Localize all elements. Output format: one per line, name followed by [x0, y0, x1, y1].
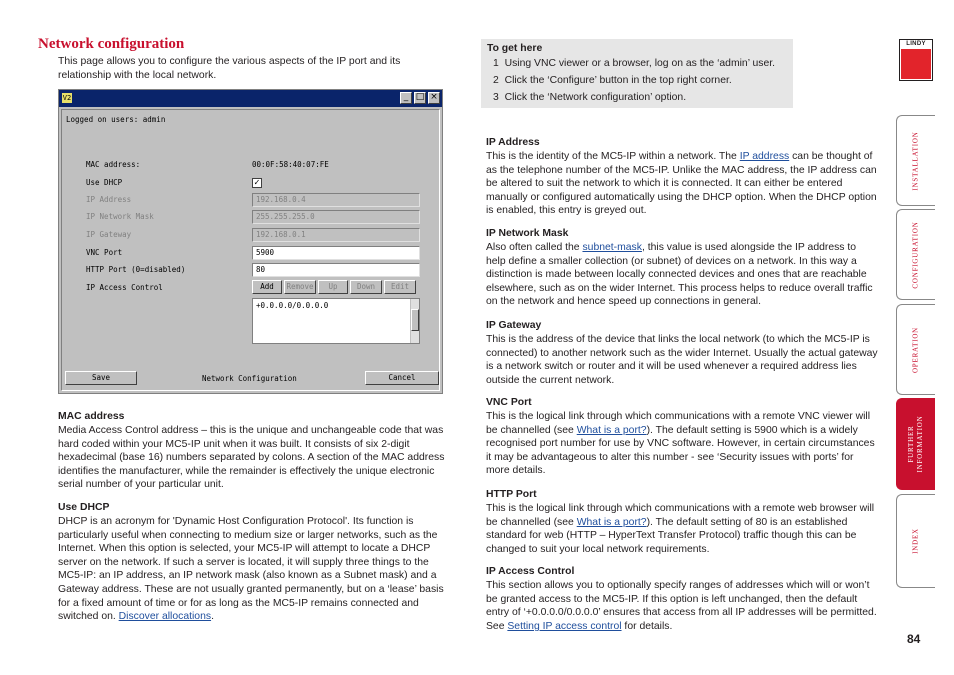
mac-heading: MAC address: [58, 411, 125, 422]
ip-heading: IP Address: [486, 137, 540, 148]
gateway-heading: IP Gateway: [486, 320, 542, 331]
tab-index[interactable]: INDEX: [896, 494, 935, 588]
what-is-a-port-link-2[interactable]: What is a port?: [576, 516, 647, 528]
access-entry[interactable]: +0.0.0.0/0.0.0.0: [256, 301, 329, 310]
http-text: This is the logical link through which communications with a remote web browser will be channelled (see What is a port?). The default setting of 80 is an established standard for web (HTTP – HyperText Transfer Protocol) traffic though this can be changed to suit your local network requirements.: [486, 503, 875, 555]
to-get-here-heading: To get here: [487, 43, 543, 54]
gateway-text: This is the address of the device that links the local network (to which the MC5-IP is connected) to another network such as the wider Internet. Usually the actual gateway is a network switch or router and it will be used whenever a required address lies outside the current network.: [486, 334, 878, 386]
dhcp-label: Use DHCP: [86, 178, 123, 187]
subnet-mask-link[interactable]: subnet-mask: [582, 242, 642, 253]
step-1: 1 Using VNC viewer or a browser, log on as the ‘admin’ user.: [493, 58, 776, 69]
vnc-port-label: VNC Port: [86, 248, 123, 257]
vnc-port-section: [486, 396, 878, 478]
logged-on-users: Logged on users: admin: [66, 115, 166, 124]
mac-section: [58, 410, 450, 492]
what-is-a-port-link[interactable]: What is a port?: [576, 424, 647, 436]
window-body: [61, 109, 440, 391]
page-number: 84: [907, 632, 921, 646]
access-control-label: IP Access Control: [86, 283, 163, 292]
up-button[interactable]: Up: [318, 280, 348, 294]
intro-text: This page allows you to configure the various aspects of the IP port and its relationship with the local network.: [58, 56, 401, 81]
cancel-button[interactable]: Cancel: [365, 371, 439, 385]
save-button[interactable]: Save: [65, 371, 137, 385]
access-heading: IP Access Control: [486, 566, 575, 577]
mask-heading: IP Network Mask: [486, 228, 569, 239]
network-config-window: [58, 89, 443, 394]
access-control-section: [486, 565, 878, 633]
gateway-label: IP Gateway: [86, 230, 132, 239]
logo-red-block: [901, 49, 931, 79]
access-text: This section allows you to optionally specify ranges of addresses which will or won’t be granted access to the MC5-IP. If this option is left unchanged, then the default entry of ‘+0.0.0.0/0.0.0.0’ ensures that access from all IP addresses will be permitted. See Setting IP access control for details.: [486, 580, 877, 632]
dhcp-checkbox[interactable]: ✓: [253, 178, 261, 187]
ip-address-link[interactable]: IP address: [739, 151, 790, 162]
http-heading: HTTP Port: [486, 489, 537, 500]
ip-label: IP Address: [86, 195, 132, 204]
down-button[interactable]: Down: [350, 280, 382, 294]
setting-ip-access-control-link[interactable]: Setting IP access control: [507, 620, 622, 632]
lindy-logo: [899, 39, 933, 81]
footer-title: Network Configuration: [202, 374, 297, 383]
network-mask-section: [486, 227, 878, 309]
gateway-field[interactable]: 192.168.0.1: [252, 228, 420, 242]
edit-button[interactable]: Edit: [384, 280, 416, 294]
network-mask-field[interactable]: 255.255.255.0: [252, 210, 420, 224]
http-port-section: [486, 488, 878, 556]
dhcp-heading: Use DHCP: [58, 502, 110, 513]
add-button[interactable]: Add: [252, 280, 282, 294]
list-scrollbar[interactable]: [410, 299, 419, 343]
tab-operation[interactable]: OPERATION: [896, 304, 935, 395]
maximize-icon[interactable]: □: [415, 92, 425, 102]
discover-allocations-link[interactable]: Discover allocations: [118, 611, 212, 623]
vnc-text: This is the logical link through which communications with a remote VNC viewer will be channelled (see What is a port?). The default setting is 5900 which is a widely recognised port number for use by VNC software. However, in certain circumstances it may be advantageous to alter this number - see ‘Security issues with ports’ for more details.: [486, 411, 875, 477]
step-3: 3 Click the ‘Network configuration’ option.: [493, 92, 687, 103]
dhcp-text: DHCP is an acronym for 'Dynamic Host Configuration Protocol'. Its function is particularly useful when connecting to medium size or larger networks, such as the Internet. When this option is selected, your MC5-IP will attempt to locate a DHCP server on the network. If such a server is located, it will supply three things to the MC5-IP: an IP address, an IP network mask (also known as a Subnet mask) and a Gateway address. These are not usually granted permanently, but on a ‘lease’ basis for a fixed amount of time or for as long as the MC5-IP remains connected and switched on. Discover allocations.: [58, 516, 444, 623]
logo-text: LINDY: [906, 41, 926, 47]
close-icon[interactable]: ×: [428, 92, 440, 104]
mac-text: Media Access Control address – this is the unique and unchangeable code that was hard coded within your MC5-IP unit when it was built. It consists of six 2-digit hexadecimal (base 16) numbers separated by colons. A section of the MAC address identifies the manufacturer, while the remainder is effectively the unique electronic serial number of your particular unit.: [58, 425, 445, 491]
step-2: 2 Click the ‘Configure’ button in the top right corner.: [493, 75, 732, 86]
remove-button[interactable]: Remove: [284, 280, 316, 294]
to-get-here-box: [481, 39, 793, 108]
window-footer: [64, 371, 437, 387]
tab-installation[interactable]: INSTALLATION: [896, 115, 935, 206]
tab-further-information[interactable]: FURTHER INFORMATION: [896, 398, 935, 490]
ip-address-section: [486, 136, 878, 218]
vnc-heading: VNC Port: [486, 397, 532, 408]
tab-configuration[interactable]: CONFIGURATION: [896, 209, 935, 300]
gateway-section: [486, 319, 878, 387]
mask-text: Also often called the subnet-mask, this value is used alongside the IP address to help define a smaller collection (or subnet) of devices on a network. In this way a distinction is made between locally connected devices and ones that are reachable elsewhere, such as on the wider Internet. This process helps to reduce overall traffic on the network and hence speed up connections in general.: [486, 242, 873, 308]
scroll-thumb[interactable]: [411, 309, 419, 331]
page-title: Network configuration: [38, 36, 185, 52]
ip-address-field[interactable]: 192.168.0.4: [252, 193, 420, 207]
ip-text: This is the identity of the MC5-IP within a network. The IP address can be thought of as the telephone number of the MC5-IP. Unlike the MAC address, the IP address can be altered to suit the network to which it is connected. It can either be entered manually or configured automatically using the DHCP option. When the DHCP option is enabled, this entry is greyed out.: [486, 151, 877, 217]
mac-value: 00:0F:58:40:07:FE: [252, 160, 329, 169]
http-port-label: HTTP Port (0=disabled): [86, 265, 186, 274]
window-title-bar: [59, 90, 442, 107]
access-control-list[interactable]: [252, 298, 420, 344]
mac-label: MAC address:: [86, 160, 141, 169]
minimize-icon[interactable]: _: [400, 92, 412, 104]
app-icon: V2: [62, 94, 72, 102]
dhcp-section: [58, 501, 450, 624]
mask-label: IP Network Mask: [86, 212, 154, 221]
http-port-field[interactable]: 80: [252, 263, 420, 277]
vnc-port-field[interactable]: 5900: [252, 246, 420, 260]
